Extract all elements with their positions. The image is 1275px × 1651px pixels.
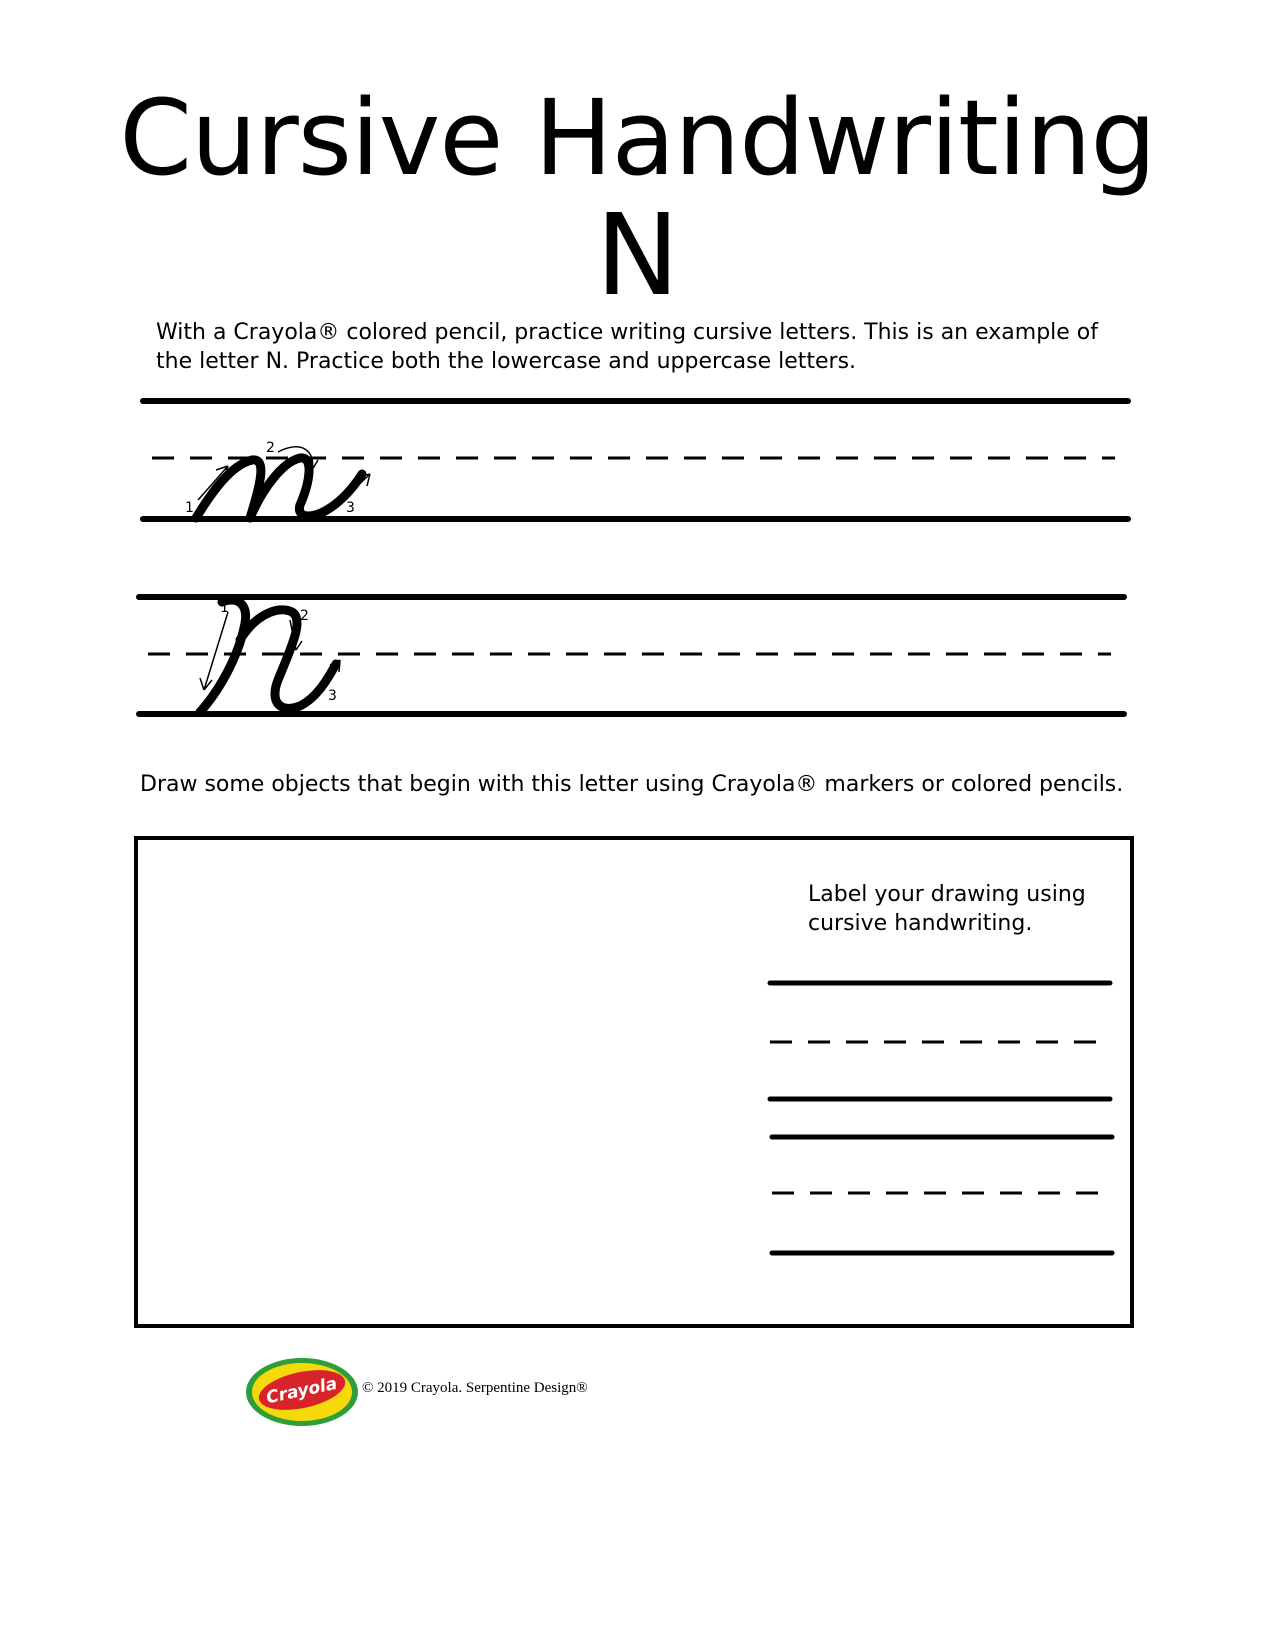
intro-instructions: With a Crayola® colored pencil, practice writing cursive letters. This is an example of the letter N. Practice both the lowercase and uppercase letters. <box>156 320 1099 374</box>
cursive-lowercase-n-example <box>196 458 362 518</box>
stroke-number-2: 2 <box>300 608 309 624</box>
page-title: Cursive Handwriting <box>119 77 1156 199</box>
practice-row-lowercase <box>143 401 1128 519</box>
crayola-logo <box>244 1356 360 1428</box>
practice-row-uppercase <box>139 597 1124 714</box>
drawing-instructions: Draw some objects that begin with this letter using Crayola® markers or colored pencils. <box>140 772 1124 797</box>
stroke-number-2: 2 <box>266 440 275 456</box>
stroke-number-3: 3 <box>346 500 355 516</box>
logo-wordmark: Crayola <box>264 1373 340 1409</box>
stroke-number-1: 1 <box>185 500 194 516</box>
copyright-notice: © 2019 Crayola. Serpentine Design® <box>362 1380 588 1396</box>
featured-letter: N <box>595 191 680 321</box>
stroke-number-1: 1 <box>220 600 229 616</box>
label-instructions: Label your drawing using cursive handwriting. <box>808 882 1086 936</box>
stroke-number-3: 3 <box>328 688 337 704</box>
